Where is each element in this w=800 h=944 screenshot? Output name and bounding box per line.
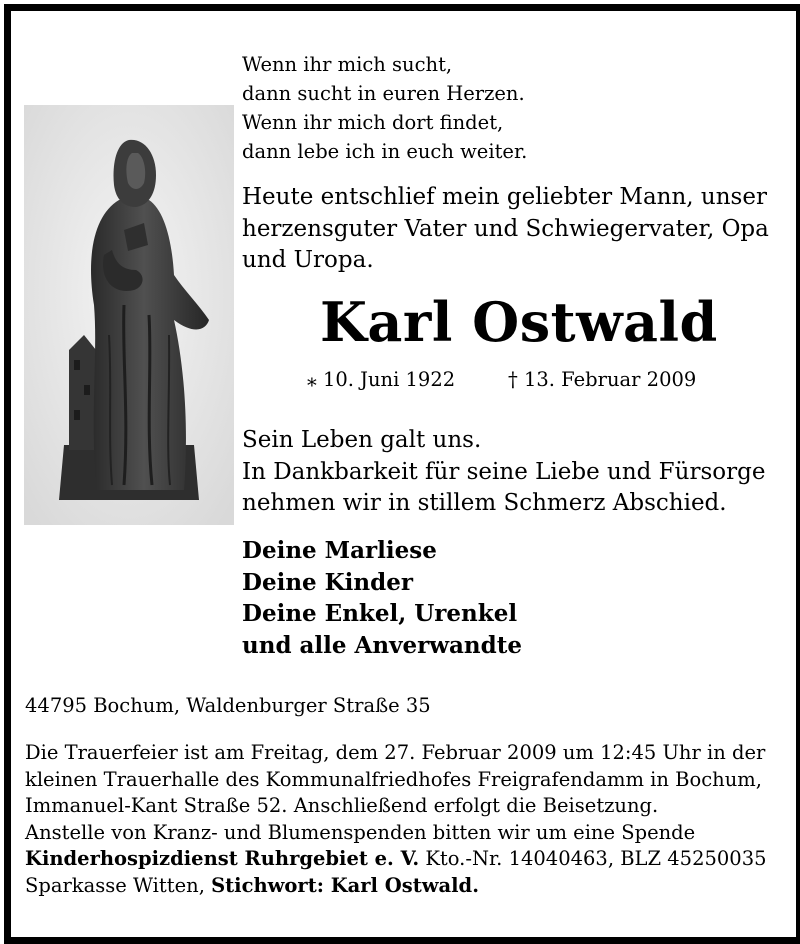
funeral-line: Die Trauerfeier ist am Freitag, dem 27. Februar 2009 um 12:45 Uhr in der [25, 741, 766, 764]
funeral-line: Anstelle von Kranz- und Blumenspenden bitten wir um eine Spende [25, 820, 696, 844]
birth-date: ⁎ 10. Juni 1922 [307, 368, 456, 391]
poem-line: Wenn ihr mich sucht, [242, 53, 453, 76]
death-announcement [242, 182, 769, 277]
announcement-line: herzensguter Vater und Schwiegervater, Opa [242, 215, 769, 242]
deceased-name: Karl Ostwald [320, 290, 718, 354]
mourner-entry: Deine Enkel, Urenkel [242, 600, 518, 627]
tribute-line: In Dankbarkeit für seine Liebe und Fürsorge [242, 458, 766, 485]
poem-line: Wenn ihr mich dort findet, [242, 111, 504, 134]
bank-line [25, 873, 767, 900]
announcement-line: Heute entschlief mein geliebter Mann, unser [242, 184, 767, 210]
mourner-entry: Deine Marliese [242, 537, 437, 564]
tribute-text [242, 425, 765, 520]
funeral-line: Immanuel-Kant Straße 52. Anschließend erfolgt die Beisetzung. [25, 794, 659, 817]
donation-keyword: Stichwort: Karl Ostwald. [211, 873, 479, 897]
funeral-line: kleinen Trauerhalle des Kommunalfriedhofes Freigrafendamm in Bochum, [25, 767, 762, 791]
statue-photo [24, 105, 234, 525]
tribute-line: nehmen wir in stillem Schmerz Abschied. [242, 490, 727, 516]
bank-details: Kto.-Nr. 14040463, BLZ 45250035 [419, 847, 767, 870]
address: 44795 Bochum, Waldenburger Straße 35 [25, 694, 431, 717]
bank-name: Sparkasse Witten, [25, 873, 212, 897]
funeral-details [25, 740, 767, 899]
donation-line [25, 846, 767, 873]
charity-name: Kinderhospizdienst Ruhrgebiet e. V. [25, 847, 420, 870]
poem-line: dann lebe ich in euch weiter. [242, 140, 528, 163]
tribute-line: Sein Leben galt uns. [242, 427, 482, 453]
mourner-entry: und alle Anverwandte [242, 631, 522, 659]
death-date: † 13. Februar 2009 [508, 368, 697, 391]
statue-figure-icon [24, 105, 234, 525]
poem-line: dann sucht in euren Herzen. [242, 82, 525, 105]
announcement-line: und Uropa. [242, 247, 374, 273]
mourner-entry: Deine Kinder [242, 568, 413, 596]
poem [242, 50, 527, 166]
mourners-list [242, 535, 522, 661]
